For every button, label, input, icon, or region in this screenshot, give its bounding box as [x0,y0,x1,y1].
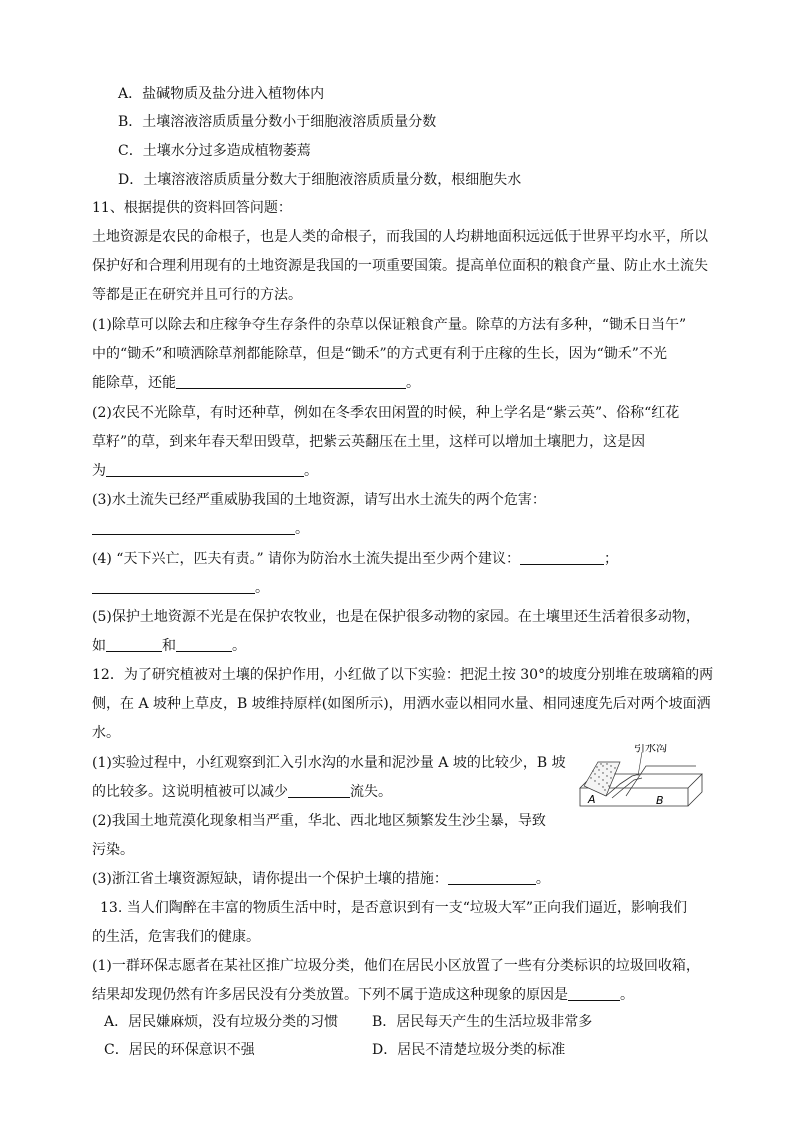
q11-sub5-answer-blank-2[interactable] [176,637,232,652]
q11-sub1-line: (1)除草可以除去和庄稼争夺生存条件的杂草以保证粮食产量。除草的方法有多种，“锄禾日当午” [92,317,687,333]
q12-intro-line: 12．为了研究植被对土壤的保护作用，小红做了以下实验：把泥土按 30°的坡度分别堆在玻璃箱的两 [92,667,714,683]
q11-sub2-prefix: 为 [92,463,106,479]
q12-sub1-answer-blank[interactable] [288,783,350,798]
q13-sub1-answer-blank[interactable] [568,986,620,1001]
q11-sub1-line: 中的“锄禾”和喷洒除草剂都能除草，但是“锄禾”的方式更有利于庄稼的生长，因为“锄禾”不光 [92,346,667,362]
q11-sub1-prefix: 能除草，还能 [92,375,176,391]
slope-experiment-figure [576,744,704,812]
q12-intro-line: 水。 [92,725,120,741]
q12-sub2-line: (2)我国土地荒漠化现象相当严重，华北、西北地区频繁发生沙尘暴，导致 [92,813,546,829]
q11-sub5-suffix: 。 [232,638,246,654]
q11-sub5-line: (5)保护土地资源不光是在保护农牧业，也是在保护很多动物的家园。在土壤里还生活着很多动物， [92,609,700,625]
q11-sub5-answer-blank-1[interactable] [106,637,162,652]
q11-paragraph-line: 保护好和合理利用现有的土地资源是我国的一项重要国策。提高单位面积的粮食产量、防止水土流失 [92,258,708,274]
slope-b-label: B [656,794,664,807]
q13-intro-line: 的生活，危害我们的健康。 [92,929,260,945]
q11-sub2-answer-line [92,461,712,481]
q11-sub4-answer-blank-1[interactable] [520,550,604,565]
q11-sub3-answer-line [92,519,712,539]
q11-sub5-prefix: 如 [92,638,106,654]
q11-sub2-answer-blank[interactable] [106,462,304,477]
q11-sub4-answer-blank-2[interactable] [92,579,255,594]
slope-b [626,766,696,796]
q12-sub3-line [92,869,712,889]
q12-sub1-suffix: 流失。 [350,784,392,800]
q13-sub1-line: (1)一群环保志愿者在某社区推广垃圾分类，他们在居民小区放置了一些有分类标识的垃圾回收箱， [92,958,700,974]
q13-option-d: D．居民不清楚垃圾分类的标准 [372,1042,566,1058]
q13-sub1-answer-line [92,985,712,1005]
q11-sub4-separator: ； [604,551,619,567]
box-side [688,774,702,806]
q11-paragraph-line: 土地资源是农民的命根子，也是人类的命根子，而我国的人均耕地面积远远低于世界平均水平，所以 [92,229,708,245]
q13-option-a: A．居民嫌麻烦，没有垃圾分类的习惯 [104,1014,339,1030]
q11-sub3-line: (3)水土流失已经严重威胁我国的土地资源，请写出水土流失的两个危害： [92,492,546,508]
q12-sub3-prompt: (3)浙江省土壤资源短缺，请你提出一个保护土壤的措施： [92,871,448,887]
q11-title: 11、根据提供的资料回答问题： [92,200,292,216]
channel-caption: 引水沟 [634,744,667,754]
q11-sub2-suffix: 。 [304,463,318,479]
slope-a-label: A [588,793,596,806]
q12-sub3-suffix: 。 [535,871,550,887]
q11-paragraph-line: 等都是正在研究并且可行的方法。 [92,287,302,303]
q11-sub4-prompt: (4) “天下兴亡，匹夫有责。” 请你为防治水土流失提出至少两个建议： [92,551,521,567]
q11-sub5-answer-line [92,636,712,656]
q11-sub3-answer-blank[interactable] [92,520,295,535]
q11-sub4-suffix: 。 [255,580,269,596]
q12-sub1-prefix: 的比较多。这说明植被可以减少 [92,784,288,800]
q10-option-d: D．土壤溶液溶质质量分数大于细胞液溶质质量分数，根细胞失水 [118,172,522,188]
q13-option-b: B．居民每天产生的生活垃圾非常多 [372,1014,593,1030]
q11-sub1-answer-blank[interactable] [176,374,406,389]
q11-sub3-suffix: 。 [295,521,309,537]
q11-sub5-and: 和 [162,638,176,654]
q12-intro-line: 侧，在 A 坡种上草皮，B 坡维持原样(如图所示)，用洒水壶以相同水量、相同速度先后对两个坡面洒 [92,696,711,712]
q13-option-c: C．居民的环保意识不强 [104,1042,255,1058]
q13-sub1-suffix: 。 [620,987,634,1003]
q13-intro-line: 13. 当人们陶醉在丰富的物质生活中时，是否意识到有一支“垃圾大军”正向我们逼近，影响我们 [100,900,688,916]
q12-sub3-answer-blank[interactable] [448,870,536,885]
q10-option-b: B．土壤溶液溶质质量分数小于细胞液溶质质量分数 [118,114,437,130]
q12-sub1-line: (1)实验过程中，小红观察到汇入引水沟的水量和泥沙量 A 坡的比较少，B 坡 [92,755,566,771]
q11-sub4-line [92,549,712,569]
q11-sub4-answer-line [92,578,712,598]
q11-sub1-suffix: 。 [406,375,420,391]
q11-sub1-answer-line [92,373,712,393]
q12-sub2-line: 污染。 [92,842,134,858]
q10-option-c: C．土壤水分过多造成植物萎蔫 [118,143,311,159]
slope-a [584,762,620,796]
glass-box-diagram [576,744,704,812]
q11-sub2-line: 草籽”的草，到来年春天犁田毁草，把紫云英翻压在土里，这样可以增加土壤肥力，这是因 [92,434,646,450]
q11-sub2-line: (2)农民不光除草，有时还种草，例如在冬季农田闲置的时候，种上学名是“紫云英”、俗称“红花 [92,405,680,421]
q10-option-a: A．盐碱物质及盐分进入植物体内 [118,86,325,102]
q13-sub1-prompt: 结果却发现仍然有许多居民没有分类放置。下列不属于造成这种现象的原因是 [92,987,568,1003]
